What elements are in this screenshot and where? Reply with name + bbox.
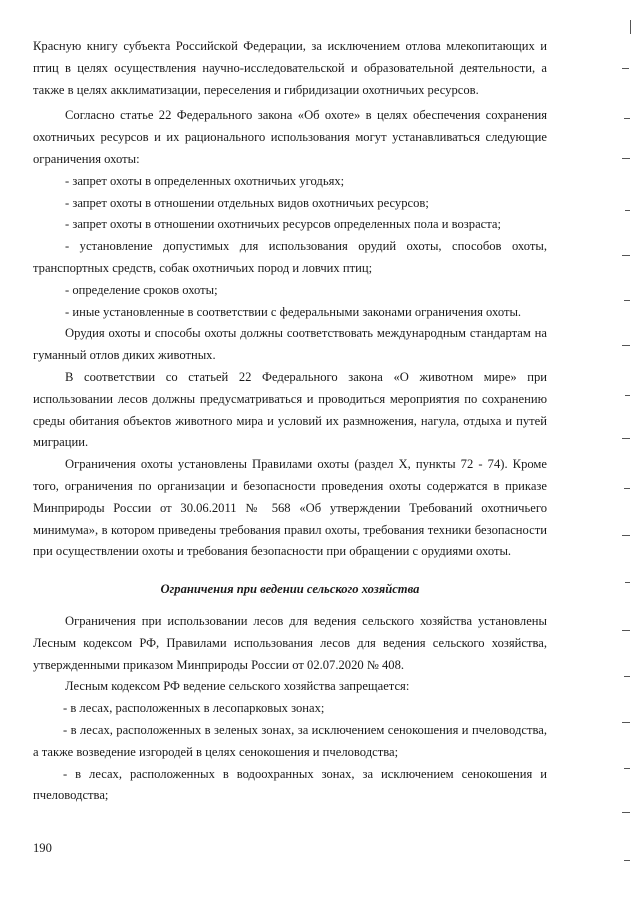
list-item: - в лесах, расположенных в зеленых зонах, за исключением сенокошения и пчеловодства, а также возведение изгородей в целях сенокошения и пчеловодства; — [33, 722, 547, 759]
list-item: - в лесах, расположенных в водоохранных зонах, за исключением сенокошения и пчеловодства; — [33, 766, 547, 803]
paragraph: Орудия охоты и способы охоты должны соответствовать международным стандартам на гуманный отлов диких животных. — [33, 326, 547, 363]
paragraph: Согласно статье 22 Федерального закона «Об охоте» в целях обеспечения сохранения охотничьих ресурсов и их рационального использования могут устанавливаться следующие ограничения охоты: — [33, 108, 547, 166]
list-item: - иные установленные в соответствии с федеральными законами ограничения охоты. — [65, 304, 522, 319]
paragraph: Ограничения при использовании лесов для ведения сельского хозяйства установлены Лесным кодексом РФ, Правилами использования лесов для ведения сельского хозяйства, утвержденными приказом Минприроды России от 02.07.2020 № 408. — [33, 613, 547, 672]
paragraph: Лесным кодексом РФ ведение сельского хозяйства запрещается: — [65, 679, 410, 694]
list-item: - запрет охоты в определенных охотничьих угодьях; — [65, 173, 345, 188]
section-heading: Ограничения при ведении сельского хозяйства — [160, 582, 420, 597]
paragraph-cont: Красную книгу субъекта Российской Федерации, за исключением отлова млекопитающих и птиц в целях осуществления научно-исследовательской и образовательной деятельности, а также в целях акклиматизации, переселения и гибридизации охотничьих ресурсов. — [33, 39, 547, 97]
paragraph: Ограничения охоты установлены Правилами охоты (раздел X, пункты 72 - 74). Кроме того, ограничения по организации и безопасности проведения охоты содержатся в приказе Минприроды России от 30.06.2011 № 568 «Об утверждении Требований охотничьего минимума», в котором приведены требования правил охоты, требования техники безопасности при осуществлении охоты и требования безопасности при обращении с орудиями охоты. — [33, 457, 547, 559]
list-item: - установление допустимых для использования орудий охоты, способов охоты, транспортных средств, собак охотничьих пород и ловчих птиц; — [33, 239, 547, 275]
scan-edge-marks — [600, 0, 640, 905]
paragraph: В соответствии со статьей 22 Федерального закона «О животном мире» при использовании лесов должны предусматриваться и проводиться мероприятия по сохранению среды обитания объектов животного мира и условий их размножения, нагула, отдыха и путей миграции. — [33, 369, 547, 450]
body-text — [33, 36, 547, 807]
list-item: - запрет охоты в отношении отдельных видов охотничьих ресурсов; — [65, 195, 429, 210]
list-item: - в лесах, расположенных в лесопарковых зонах; — [63, 701, 325, 716]
list-item: - определение сроков охоты; — [65, 282, 218, 297]
list-item: - запрет охоты в отношении охотничьих ресурсов определенных пола и возраста; — [65, 217, 502, 232]
page-number: 190 — [33, 841, 52, 855]
